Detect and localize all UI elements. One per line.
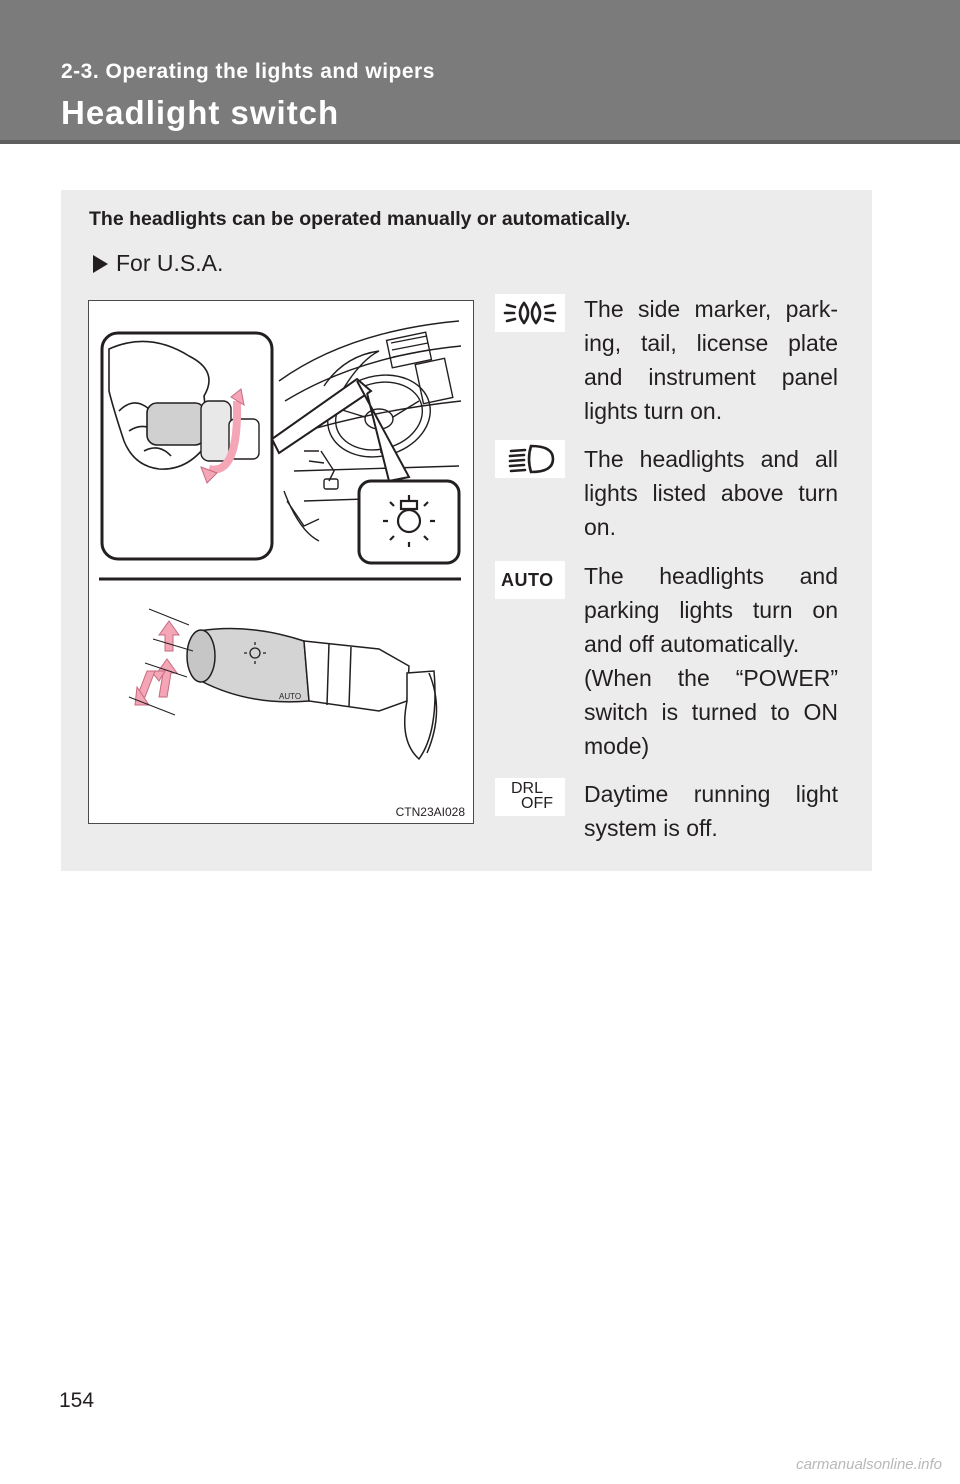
legend-text-auto: The headlights and parking lights turn on and off automatically. [584,563,838,657]
headlight-icon [495,440,565,478]
illustration-drawing [89,301,473,823]
headlight-switch-illustration [88,300,474,824]
page-title: Headlight switch [61,94,340,131]
triangle-bullet-icon [93,255,108,273]
drl-icon-text: DRL [511,780,544,797]
auto-icon-text: AUTO [501,570,554,590]
legend-text-drl: Daytime running light system is off. [584,781,838,841]
auto-icon [495,561,565,599]
legend-text-headlight: The headlights and all lights listed above turn on. [584,446,838,540]
intro-text: The headlights can be operated manually or automatically. [89,208,631,230]
section-label: 2-3. Operating the lights and wipers [61,60,435,83]
content-panel [61,190,872,871]
figure-code: CTN23AI028 [395,805,465,819]
watermark: carmanualsonline.info [796,1456,942,1473]
region-label [93,250,223,277]
page-number: 154 [59,1389,95,1412]
off-icon-text: OFF [521,795,553,812]
region-text: For U.S.A. [116,250,224,276]
page-header [0,0,960,144]
legend-note-auto: (When the “POWER” switch is turned to ON mode) [584,665,838,759]
drl-off-icon [495,778,565,816]
legend-text-parking: The side marker, park-ing, tail, license plate and instrument panel lights turn on. [584,296,838,424]
parking-lights-icon [495,294,565,332]
svg-text:AUTO: AUTO [279,692,302,701]
